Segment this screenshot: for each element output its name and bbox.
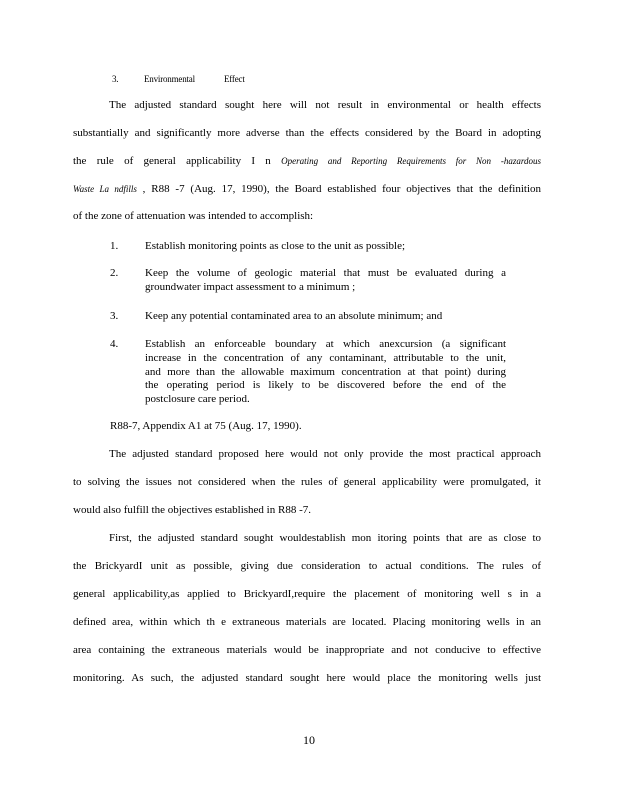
list-item: 4. Establish an enforceable boundary at which anexcursion (a significant increase in the concentration of any contaminant, attributable to the unit, and more than the allowable maximum concentration at that point) during the operating period is likely to be discovered before the end of the postclosure care period. xyxy=(110,338,506,406)
list-item: 3. Keep any potential contaminated area to an absolute minimum; and xyxy=(110,310,443,322)
citation: R88-7, Appendix A1 at 75 (Aug. 17, 1990). xyxy=(110,420,302,432)
page-number: 10 xyxy=(303,733,315,747)
paragraph-1-line-3: the rule of general applicability I n Operating and Reporting Requirements for Non -hazardous xyxy=(73,155,541,167)
paragraph-2-line-2: to solving the issues not considered when the rules of general applicability were promulgated, it xyxy=(73,476,541,488)
paragraph-1-line-5: of the zone of attenuation was intended to accomplish: xyxy=(73,210,314,222)
paragraph-1-line-2: substantially and significantly more adverse than the effects considered by the Board in adopting xyxy=(73,127,541,139)
paragraph-3-line-2: the BrickyardI unit as possible, giving due consideration to actual conditions. The rules of xyxy=(73,560,541,572)
objectives-list-3 xyxy=(110,310,506,324)
objectives-list xyxy=(110,240,506,254)
paragraph-2-line-3: would also fulfill the objectives established in R88 -7. xyxy=(73,504,311,516)
section-number: 3. xyxy=(112,74,119,84)
section-heading xyxy=(112,74,245,84)
paragraph-3-line-4: defined area, within which th e extraneous materials are located. Placing monitoring wells in an xyxy=(73,616,541,628)
paragraph-3-line-3: general applicability,as applied to BrickyardI,require the placement of monitoring well s in a xyxy=(73,588,541,600)
paragraph-1-line-1: The adjusted standard sought here will not result in environmental or health effects xyxy=(109,99,541,111)
section-title-word-2: Effect xyxy=(224,74,245,84)
list-item: 1. Establish monitoring points as close to the unit as possible; xyxy=(110,240,406,252)
objectives-list-2 xyxy=(110,267,506,295)
list-item: 2. Keep the volume of geologic material that must be evaluated during a groundwater impact assessment to a minimum ; xyxy=(110,267,506,293)
section-title-word-1: Environmental xyxy=(144,74,195,84)
objectives-list-4 xyxy=(110,338,506,407)
paragraph-3-line-5: area containing the extraneous materials would be inappropriate and not conducive to effective xyxy=(73,644,541,656)
paragraph-1-line-4: Waste La ndfills , R88 -7 (Aug. 17, 1990), the Board established four objectives that the definition xyxy=(73,183,542,195)
paragraph-3-line-1: First, the adjusted standard sought wouldestablish mon itoring points that are as close to xyxy=(109,532,541,544)
paragraph-3-line-6: monitoring. As such, the adjusted standard sought here would place the monitoring wells just xyxy=(73,672,541,684)
paragraph-2-line-1: The adjusted standard proposed here would not only provide the most practical approach xyxy=(109,448,541,460)
